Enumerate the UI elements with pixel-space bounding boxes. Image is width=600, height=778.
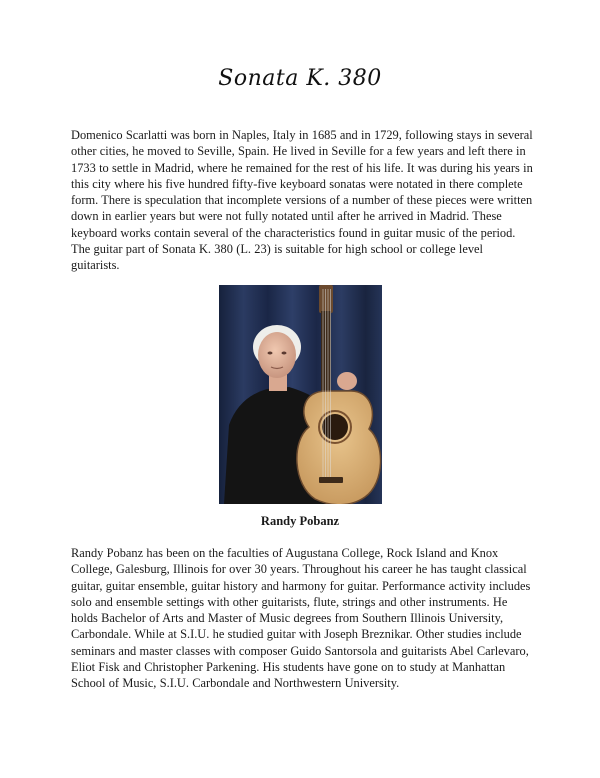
portrait-illustration — [219, 285, 382, 504]
page-title: Sonata K. 380 — [218, 66, 382, 91]
intro-paragraph: Domenico Scarlatti was born in Naples, Italy in 1685 and in 1729, following stays in several other cities, he moved to Seville, Spain. He lived in Seville for a few years and left there in 1733 to settle in Madrid, where he remained for the rest of his life. It was during his years in this city where his five hundred fifty-five keyboard sonatas were notated in there complete form. There is speculation that incomplete versions of a number of these pieces were written down in earlier years but were not fully notated until after he arrived in Madrid. These keyboard works contain several of the characteristics found in guitar music of the period. The guitar part of Sonata K. 380 (L. 23) is suitable for high school or college level guitarists. — [71, 128, 533, 273]
bio-paragraph: Randy Pobanz has been on the faculties of Augustana College, Rock Island and Knox College, Galesburg, Illinois for over 30 years. Throughout his career he has taught classical guitar, guitar ensemble, guitar history and harmony for guitar. Performance activity includes solo and ensemble settings with other guitarists, flute, strings and other instruments. He holds Bachelor of Arts and Master of Music degrees from Southern Illinois University, Carbondale. While at S.I.U. he studied guitar with Joseph Breznikar. Other studies include seminars and master classes with composer Guido Santorsola and guitarists Abel Carlevaro, Eliot Fisk and Christopher Parkening. His students have gone on to study at Manhattan School of Music, S.I.U. Carbondale and Northwestern University. — [71, 546, 531, 691]
photo-caption: Randy Pobanz — [260, 514, 340, 528]
portrait-photo — [219, 285, 382, 504]
